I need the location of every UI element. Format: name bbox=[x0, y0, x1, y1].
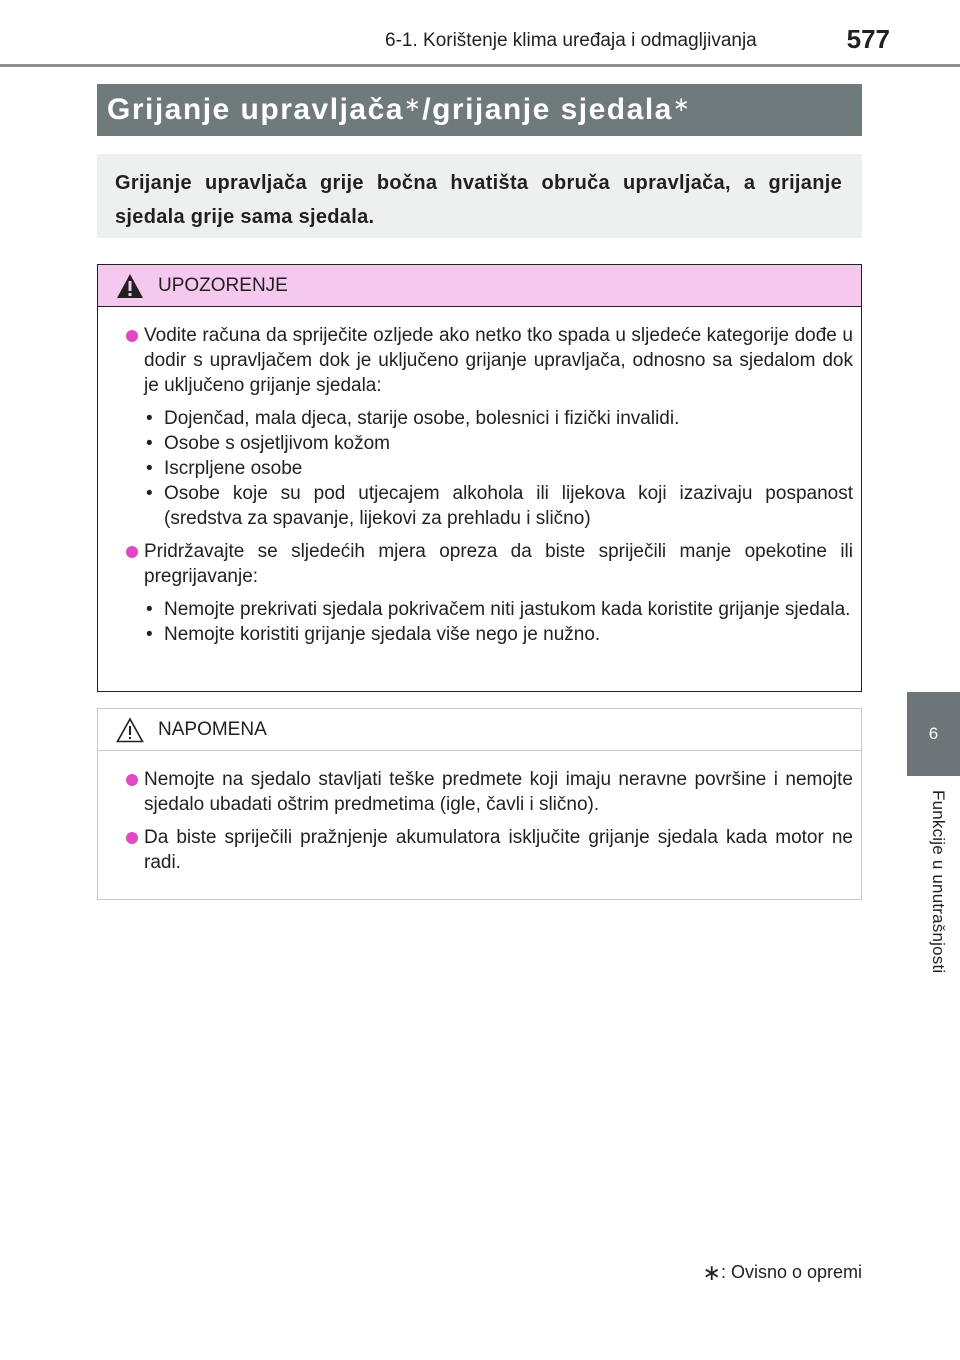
chapter-tab-number: 6 bbox=[907, 692, 960, 776]
sub-list-item: • Nemojte koristiti grijanje sjedala više nego je nužno. bbox=[146, 624, 601, 645]
list-item: Vodite računa da spriječite ozljede ako netko tko spada u sljedeće kategorije dođe u dodir s upravljačem dok je uključeno grijanje upravljača, odnosno sa sjedalom dok je uključeno grijanje sjedala: bbox=[112, 323, 853, 398]
sub-list bbox=[112, 406, 853, 531]
sub-list-item: • Nemojte prekrivati sjedala pokrivačem niti jastukom kada koristite grijanje sjedala. bbox=[146, 599, 851, 620]
running-header-title: 6-1. Korištenje klima uređaja i odmagljivanja bbox=[385, 30, 757, 51]
sub-list-item: • Osobe s osjetljivom kožom bbox=[146, 433, 390, 454]
intro-paragraph: Grijanje upravljača grije bočna hvatišta obruča upravljača, a grijanje sjedala grije sama sjedala. bbox=[97, 154, 862, 238]
section-title bbox=[97, 84, 862, 136]
sub-list-item: • Iscrpljene osobe bbox=[146, 458, 303, 479]
warning-body bbox=[98, 307, 861, 647]
note-header bbox=[98, 709, 861, 751]
optional-asterisk: ∗ bbox=[403, 93, 423, 116]
note-body bbox=[98, 751, 861, 875]
bullet-dot-icon bbox=[126, 546, 138, 558]
footnote-asterisk: ∗ bbox=[702, 1260, 721, 1285]
sub-list-item: • Osobe koje su pod utjecajem alkohola ili lijekova koji izazivaju pospanost (sredstva za spavanje, lijekovi za prehladu i slično) bbox=[146, 483, 853, 529]
bullet-dot-icon bbox=[126, 832, 138, 844]
bullet-dot-icon bbox=[126, 330, 138, 342]
section-title-part2: /grijanje sjedala bbox=[422, 93, 673, 126]
bullet-dot-icon bbox=[126, 774, 138, 786]
sub-list bbox=[112, 597, 853, 647]
warning-triangle-filled-icon bbox=[116, 273, 144, 299]
footnote-text: : Ovisno o opremi bbox=[720, 1262, 862, 1282]
chapter-tab-label: Funkcije u unutrašnjosti bbox=[929, 790, 948, 974]
sub-list-item: • Dojenčad, mala djeca, starije osobe, bolesnici i fizički invalidi. bbox=[146, 408, 680, 429]
page-number: 577 bbox=[846, 24, 890, 54]
section-title-part1: Grijanje upravljača bbox=[107, 93, 404, 126]
footnote bbox=[703, 1258, 863, 1284]
note-box bbox=[97, 708, 862, 900]
warning-header bbox=[98, 265, 861, 307]
list-item: Da biste spriječili pražnjenje akumulatora isključite grijanje sjedala kada motor ne radi. bbox=[112, 825, 853, 875]
note-heading: NAPOMENA bbox=[158, 718, 267, 740]
header-divider bbox=[0, 64, 960, 67]
optional-asterisk: ∗ bbox=[672, 93, 692, 116]
warning-box bbox=[97, 264, 862, 692]
warning-heading: UPOZORENJE bbox=[158, 274, 288, 296]
list-item: Nemojte na sjedalo stavljati teške predmete koji imaju neravne površine i nemojte sjedalo ubadati oštrim predmetima (igle, čavli i slično). bbox=[112, 767, 853, 817]
warning-triangle-outline-icon bbox=[116, 717, 144, 743]
list-item: Pridržavajte se sljedećih mjera opreza da biste spriječili manje opekotine ili pregrijavanje: bbox=[112, 539, 853, 589]
